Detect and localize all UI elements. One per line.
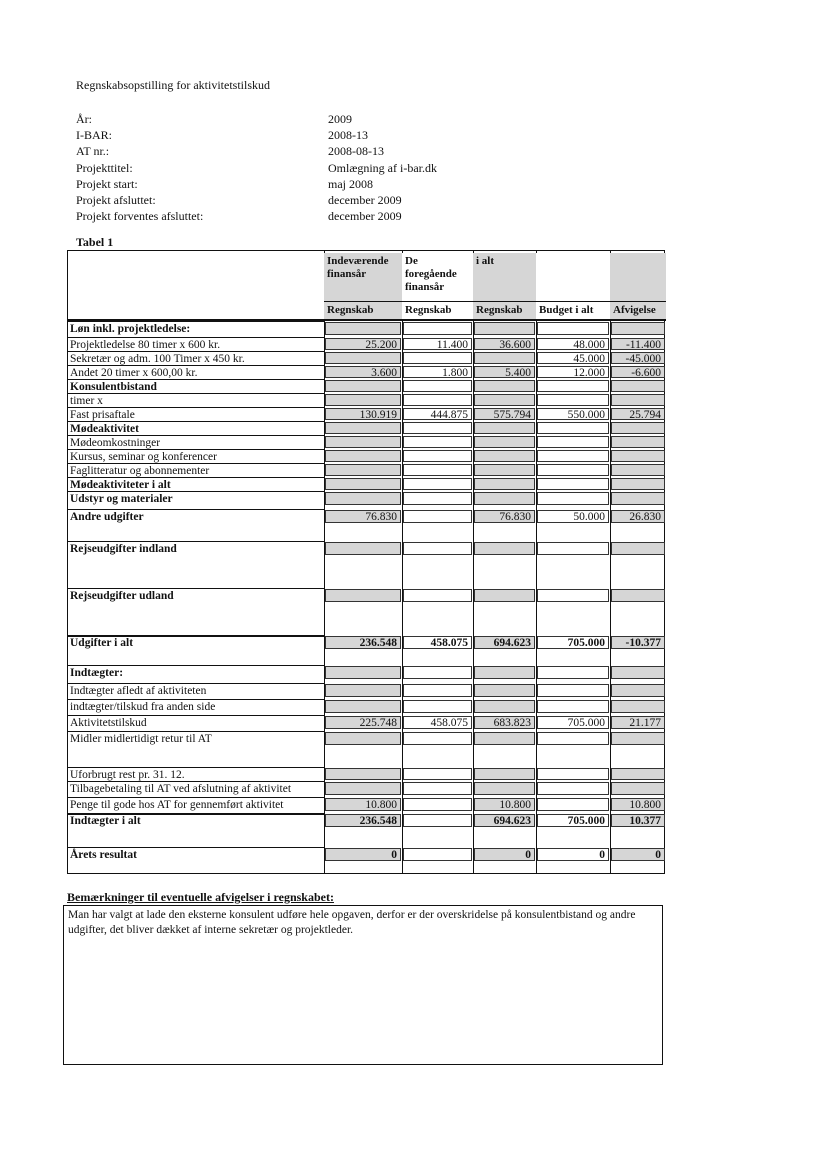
meta-value: maj 2008 <box>328 176 373 191</box>
row-label: Fast prisaftale <box>70 409 135 421</box>
value-cell: 10.377 <box>611 814 665 827</box>
project-meta <box>76 111 437 224</box>
value-cell <box>474 666 535 679</box>
remarks-heading: Bemærkninger til eventuelle afvigelser i regnskabet: <box>67 890 334 904</box>
value-cell <box>537 782 609 795</box>
value-cell: 694.623 <box>474 814 535 827</box>
value-cell: 12.000 <box>537 366 609 378</box>
value-cell <box>325 684 401 697</box>
value-cell: 705.000 <box>537 716 609 729</box>
value-cell: 458.075 <box>403 716 472 729</box>
row-label: Konsulentbistand <box>70 381 157 393</box>
row-label: Rejseudgifter udland <box>70 590 174 602</box>
row-label: Projektledelse 80 timer x 600 kr. <box>70 339 221 351</box>
value-cell <box>403 684 472 697</box>
value-cell <box>325 380 401 392</box>
value-cell: 683.823 <box>474 716 535 729</box>
meta-value: 2008-08-13 <box>328 144 384 159</box>
meta-row <box>76 208 437 224</box>
row-label: Indtægter afledt af aktiviteten <box>70 685 207 697</box>
subheader-sub1: Regnskab <box>324 302 402 319</box>
value-cell <box>325 436 401 448</box>
header-foregaaende: De foregående finansår <box>402 253 473 301</box>
value-cell <box>537 700 609 713</box>
value-cell <box>403 450 472 462</box>
row-label: Mødeaktivitet <box>70 423 139 435</box>
row-label: Indtægter: <box>70 667 124 679</box>
value-cell <box>403 700 472 713</box>
value-cell <box>537 422 609 434</box>
meta-row <box>76 160 437 176</box>
value-cell: 694.623 <box>474 636 535 649</box>
value-cell <box>403 436 472 448</box>
value-cell <box>474 700 535 713</box>
value-cell <box>611 464 665 476</box>
value-cell <box>325 394 401 406</box>
value-cell: 0 <box>611 848 665 861</box>
value-cell <box>403 589 472 602</box>
row-label: Indtægter i alt <box>70 815 141 827</box>
subheader-sub5: Afvigelse <box>610 302 666 319</box>
value-cell <box>325 700 401 713</box>
subheader-sub3: Regnskab <box>473 302 536 319</box>
value-cell <box>474 380 535 392</box>
value-cell <box>403 814 472 827</box>
value-cell <box>403 464 472 476</box>
value-cell <box>611 380 665 392</box>
value-cell <box>325 322 401 335</box>
value-cell <box>403 352 472 364</box>
value-cell <box>474 394 535 406</box>
value-cell <box>403 478 472 490</box>
row-label: Rejseudgifter indland <box>70 543 177 555</box>
value-cell: 705.000 <box>537 814 609 827</box>
value-cell <box>474 322 535 335</box>
value-cell: 36.600 <box>474 338 535 350</box>
row-label: Udgifter i alt <box>70 637 134 649</box>
row-label: Andet 20 timer x 600,00 kr. <box>70 367 198 379</box>
row-label: Årets resultat <box>70 849 137 861</box>
meta-row <box>76 143 437 159</box>
value-cell <box>474 492 535 505</box>
meta-row <box>76 111 437 127</box>
value-cell <box>325 450 401 462</box>
header-i-alt: i alt <box>473 253 536 301</box>
remarks-text: Man har valgt at lade den eksterne konsulent udføre hele opgaven, derfor er der overskridelse på konsulentbistand og andre udgifter, det bliver dækket af interne sekretær og projektleder. <box>68 909 636 936</box>
value-cell: 550.000 <box>537 408 609 420</box>
value-cell <box>403 510 472 523</box>
value-cell: 0 <box>325 848 401 861</box>
value-cell: 10.800 <box>611 798 665 811</box>
value-cell <box>537 464 609 476</box>
meta-row <box>76 192 437 208</box>
value-cell <box>474 768 535 780</box>
meta-key: Projekt start: <box>76 176 138 191</box>
value-cell: 236.548 <box>325 636 401 649</box>
value-cell <box>403 732 472 745</box>
row-label: indtægter/tilskud fra anden side <box>70 701 216 713</box>
value-cell <box>403 768 472 780</box>
value-cell: 705.000 <box>537 636 609 649</box>
value-cell <box>611 589 665 602</box>
value-cell: 3.600 <box>325 366 401 378</box>
value-cell: 10.800 <box>474 798 535 811</box>
value-cell: 5.400 <box>474 366 535 378</box>
value-cell <box>537 394 609 406</box>
meta-value: december 2009 <box>328 209 402 224</box>
value-cell: 25.794 <box>611 408 665 420</box>
row-label: timer x <box>70 395 103 407</box>
value-cell: 0 <box>474 848 535 861</box>
row-label: Kursus, seminar og konferencer <box>70 451 217 463</box>
value-cell: 48.000 <box>537 338 609 350</box>
row-divider <box>68 393 324 394</box>
subheader-sub4: Budget i alt <box>536 302 610 319</box>
row-label: Løn inkl. projektledelse: <box>70 323 191 335</box>
value-cell <box>537 436 609 448</box>
value-cell: -45.000 <box>611 352 665 364</box>
value-cell <box>474 352 535 364</box>
meta-row <box>76 127 437 143</box>
value-cell: 0 <box>537 848 609 861</box>
value-cell: 130.919 <box>325 408 401 420</box>
row-label: Midler midlertidigt retur til AT <box>70 733 212 745</box>
value-cell <box>403 394 472 406</box>
meta-row <box>76 176 437 192</box>
row-label: Mødeomkostninger <box>70 437 161 449</box>
value-cell <box>537 768 609 780</box>
value-cell <box>325 732 401 745</box>
row-label: Sekretær og adm. 100 Timer x 450 kr. <box>70 353 245 365</box>
value-cell <box>611 450 665 462</box>
value-cell <box>403 322 472 335</box>
meta-key: År: <box>76 112 92 126</box>
value-cell <box>537 542 609 555</box>
value-cell <box>537 589 609 602</box>
value-cell <box>325 542 401 555</box>
value-cell <box>537 478 609 490</box>
value-cell <box>611 322 665 335</box>
value-cell: 225.748 <box>325 716 401 729</box>
value-cell <box>474 450 535 462</box>
value-cell <box>537 732 609 745</box>
value-cell: 25.200 <box>325 338 401 350</box>
value-cell: 10.800 <box>325 798 401 811</box>
header-blank <box>610 253 666 301</box>
value-cell <box>474 542 535 555</box>
value-cell: 21.177 <box>611 716 665 729</box>
value-cell: -6.600 <box>611 366 665 378</box>
value-cell: 458.075 <box>403 636 472 649</box>
value-cell: 45.000 <box>537 352 609 364</box>
table-label: Tabel 1 <box>76 235 114 249</box>
meta-key: Projekttitel: <box>76 160 133 175</box>
value-cell <box>537 666 609 679</box>
meta-value: 2008-13 <box>328 128 368 143</box>
value-cell <box>611 700 665 713</box>
value-cell <box>537 798 609 811</box>
value-cell <box>537 380 609 392</box>
value-cell <box>537 684 609 697</box>
value-cell <box>537 322 609 335</box>
value-cell <box>611 684 665 697</box>
value-cell <box>403 798 472 811</box>
value-cell <box>325 768 401 780</box>
value-cell <box>474 422 535 434</box>
value-cell <box>325 666 401 679</box>
row-label: Andre udgifter <box>70 511 144 523</box>
value-cell: -10.377 <box>611 636 665 649</box>
value-cell <box>403 492 472 505</box>
meta-value: Omlægning af i-bar.dk <box>328 160 437 175</box>
value-cell: -11.400 <box>611 338 665 350</box>
value-cell <box>537 492 609 505</box>
meta-key: Projekt forventes afsluttet: <box>76 209 204 224</box>
value-cell <box>474 464 535 476</box>
meta-key: AT nr.: <box>76 144 110 159</box>
value-cell <box>325 782 401 795</box>
value-cell <box>403 848 472 861</box>
value-cell <box>611 782 665 795</box>
value-cell: 1.800 <box>403 366 472 378</box>
value-cell <box>474 732 535 745</box>
value-cell <box>611 666 665 679</box>
value-cell: 444.875 <box>403 408 472 420</box>
value-cell <box>611 394 665 406</box>
value-cell <box>611 492 665 505</box>
value-cell <box>325 492 401 505</box>
value-cell <box>611 478 665 490</box>
value-cell: 11.400 <box>403 338 472 350</box>
value-cell <box>611 542 665 555</box>
value-cell <box>325 352 401 364</box>
meta-key: I-BAR: <box>76 128 112 143</box>
meta-value: december 2009 <box>328 193 402 208</box>
meta-key: Projekt afsluttet: <box>76 193 156 208</box>
value-cell <box>403 380 472 392</box>
value-cell <box>474 589 535 602</box>
meta-value: 2009 <box>328 112 352 126</box>
subheader-sub2: Regnskab <box>402 302 473 319</box>
value-cell <box>474 436 535 448</box>
remarks-box <box>63 905 663 1065</box>
accounts-table <box>67 250 665 874</box>
value-cell: 575.794 <box>474 408 535 420</box>
row-label: Mødeaktiviteter i alt <box>70 479 171 491</box>
value-cell <box>611 436 665 448</box>
row-label: Aktivitetstilskud <box>70 717 147 729</box>
value-cell: 236.548 <box>325 814 401 827</box>
document-title: Regnskabsopstilling for aktivitetstilskud <box>76 78 270 92</box>
value-cell <box>403 782 472 795</box>
value-cell <box>611 768 665 780</box>
value-cell <box>325 422 401 434</box>
value-cell: 50.000 <box>537 510 609 523</box>
value-cell <box>325 478 401 490</box>
value-cell <box>325 589 401 602</box>
value-cell <box>325 464 401 476</box>
header-indevaerende: Indeværende finansår <box>324 253 402 301</box>
row-label: Faglitteratur og abonnementer <box>70 465 210 477</box>
value-cell: 76.830 <box>474 510 535 523</box>
value-cell <box>403 542 472 555</box>
value-cell: 26.830 <box>611 510 665 523</box>
row-label: Uforbrugt rest pr. 31. 12. <box>70 769 185 781</box>
value-cell <box>403 666 472 679</box>
row-label: Penge til gode hos AT for gennemført aktivitet <box>70 799 284 811</box>
value-cell: 76.830 <box>325 510 401 523</box>
value-cell <box>611 732 665 745</box>
value-cell <box>403 422 472 434</box>
value-cell <box>611 422 665 434</box>
value-cell <box>474 684 535 697</box>
row-label: Udstyr og materialer <box>70 493 173 505</box>
value-cell <box>537 450 609 462</box>
value-cell <box>474 782 535 795</box>
header-blank <box>536 253 610 301</box>
row-label: Tilbagebetaling til AT ved afslutning af aktivitet <box>70 783 292 795</box>
value-cell <box>474 478 535 490</box>
